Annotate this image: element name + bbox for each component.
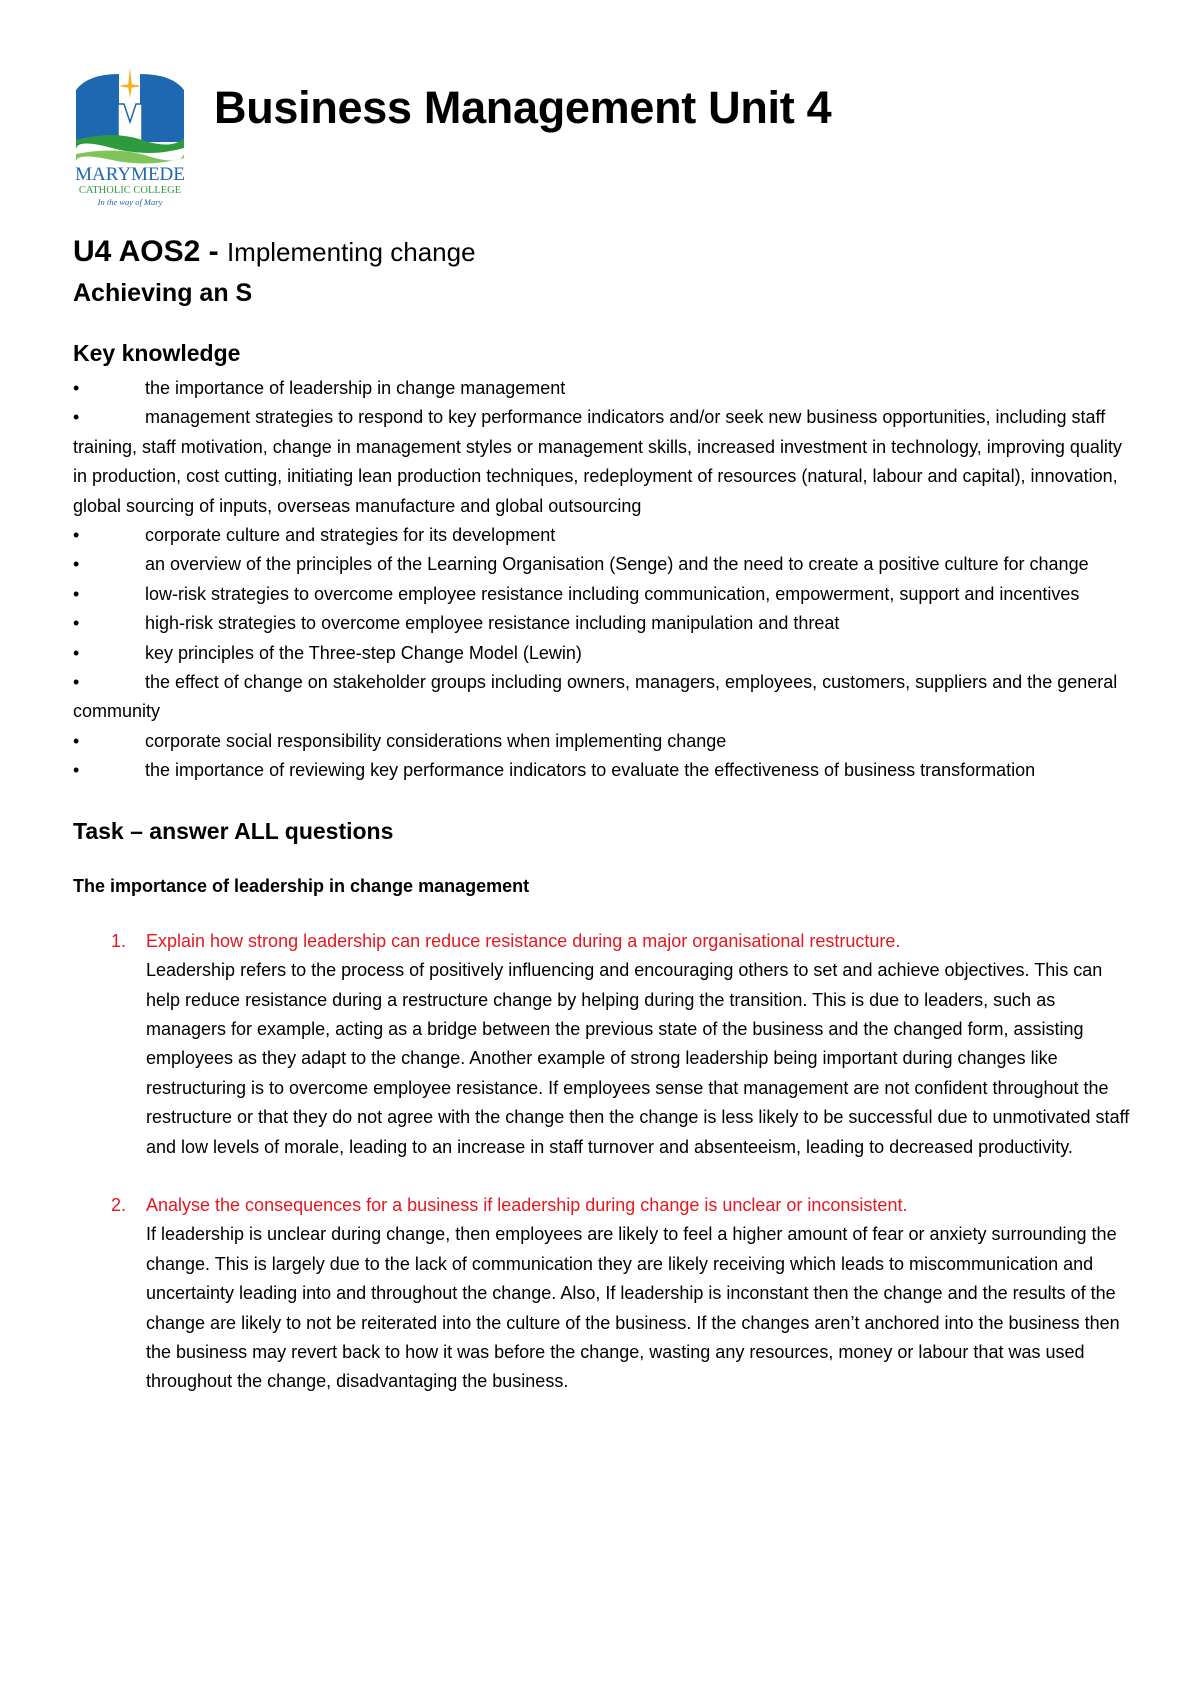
star-ray-vertical (128, 68, 132, 98)
question-item (73, 927, 1133, 1162)
logo-name: MARYMEDE (75, 164, 185, 185)
crest-wave-light (76, 150, 184, 163)
question-text: Explain how strong leadership can reduce resistance during a major organisational restructure. (146, 930, 901, 951)
section-subtitle: Achieving an S (73, 279, 253, 307)
list-item (73, 668, 1133, 727)
list-item (73, 756, 1133, 785)
list-item (73, 580, 1133, 609)
question-text: Analyse the consequences for a business if leadership during change is unclear or inconsistent. (146, 1194, 908, 1215)
bullet-icon: • (73, 407, 80, 428)
section-code: U4 AOS2 - (73, 235, 219, 268)
list-item (73, 521, 1133, 550)
list-item (73, 639, 1133, 668)
list-item-text: high-risk strategies to overcome employee resistance including manipulation and threat (145, 613, 840, 634)
question-item (73, 1191, 1133, 1397)
task-section-heading: The importance of leadership in change management (73, 875, 530, 896)
list-item (73, 609, 1133, 638)
bullet-icon: • (73, 760, 80, 781)
list-item (73, 550, 1133, 579)
question-number: 2. (111, 1194, 127, 1215)
college-logo (72, 68, 202, 208)
list-item-text: low-risk strategies to overcome employee resistance including communication, empowerment, support and incentives (145, 583, 1080, 604)
list-item (73, 374, 1133, 403)
key-knowledge-heading: Key knowledge (73, 340, 241, 366)
bullet-icon: • (73, 672, 80, 693)
logo-line2: CATHOLIC COLLEGE (78, 185, 182, 196)
bullet-icon: • (73, 642, 80, 663)
bullet-icon: • (73, 583, 80, 604)
list-item-text: the importance of reviewing key performance indicators to evaluate the effectiveness of business transformation (145, 760, 1036, 781)
bullet-icon: • (73, 613, 80, 634)
list-item-text: an overview of the principles of the Learning Organisation (Senge) and the need to create a positive culture for change (145, 554, 1089, 575)
crest-left-panel (76, 74, 119, 142)
list-item-text: the effect of change on stakeholder groups including owners, managers, employees, customers, suppliers and the general community (73, 672, 1118, 722)
bullet-icon: • (73, 554, 80, 575)
list-item (73, 727, 1133, 756)
list-item (73, 403, 1133, 521)
list-item-text: the importance of leadership in change management (145, 378, 566, 398)
section-heading (73, 232, 1133, 272)
section-name: Implementing change (226, 237, 476, 267)
college-crest-icon (72, 68, 202, 208)
star-ray-horizontal (118, 84, 142, 88)
key-knowledge-list (73, 374, 1133, 786)
bullet-icon: • (73, 525, 80, 546)
list-item-text: corporate social responsibility considerations when implementing change (145, 730, 727, 751)
list-item-text: management strategies to respond to key performance indicators and/or seek new business opportunities, including staff training, staff motivation, change in management styles or management skills, increased investment in technology, improving quality in production, cost cutting, initiating lean production techniques, redeployment of resources (natural, labour and capital), innovation, global sourcing of inputs, overseas manufacture and global outsourcing (73, 407, 1122, 516)
answer-text: Leadership refers to the process of positively influencing and encouraging others to set and achieve objectives. This can help reduce resistance during a restructure change by helping during the transition. This is due to leaders, such as managers for example, acting as a bridge between the previous state of the business and the changed form, assisting employees as they adapt to the change. Another example of strong leadership being important during changes like restructuring is to overcome employee resistance. If employees sense that management are not confident throughout the restructure or that they do not agree with the change then the change is less likely to be successful due to unmotivated staff and low levels of morale, leading to an increase in staff turnover and absenteeism, leading to decreased productivity. (146, 960, 1130, 1157)
list-item-text: key principles of the Three-step Change Model (Lewin) (145, 642, 582, 663)
crest-right-panel (140, 74, 184, 142)
question-number: 1. (111, 930, 127, 951)
task-heading: Task – answer ALL questions (73, 817, 394, 844)
question-list (73, 927, 1133, 1397)
logo-motto: In the way of Mary (97, 197, 163, 207)
list-item-text: corporate culture and strategies for its development (145, 525, 556, 546)
bullet-icon: • (73, 378, 80, 398)
bullet-icon: • (73, 730, 80, 751)
answer-text: If leadership is unclear during change, then employees are likely to feel a higher amount of fear or anxiety surrounding the change. This is largely due to the lack of communication they are likely receiving which leads to miscommunication and uncertainty leading into and throughout the change. Also, If leadership is inconstant then the change and the results of the change are likely to not be reiterated into the culture of the business. If the changes aren’t anchored into the business then the business may revert back to how it was before the change, wasting any resources, money or labour that was used throughout the change, disadvantaging the business. (146, 1224, 1120, 1392)
document-content (73, 232, 1133, 1426)
document-title: Business Management Unit 4 (214, 82, 832, 133)
